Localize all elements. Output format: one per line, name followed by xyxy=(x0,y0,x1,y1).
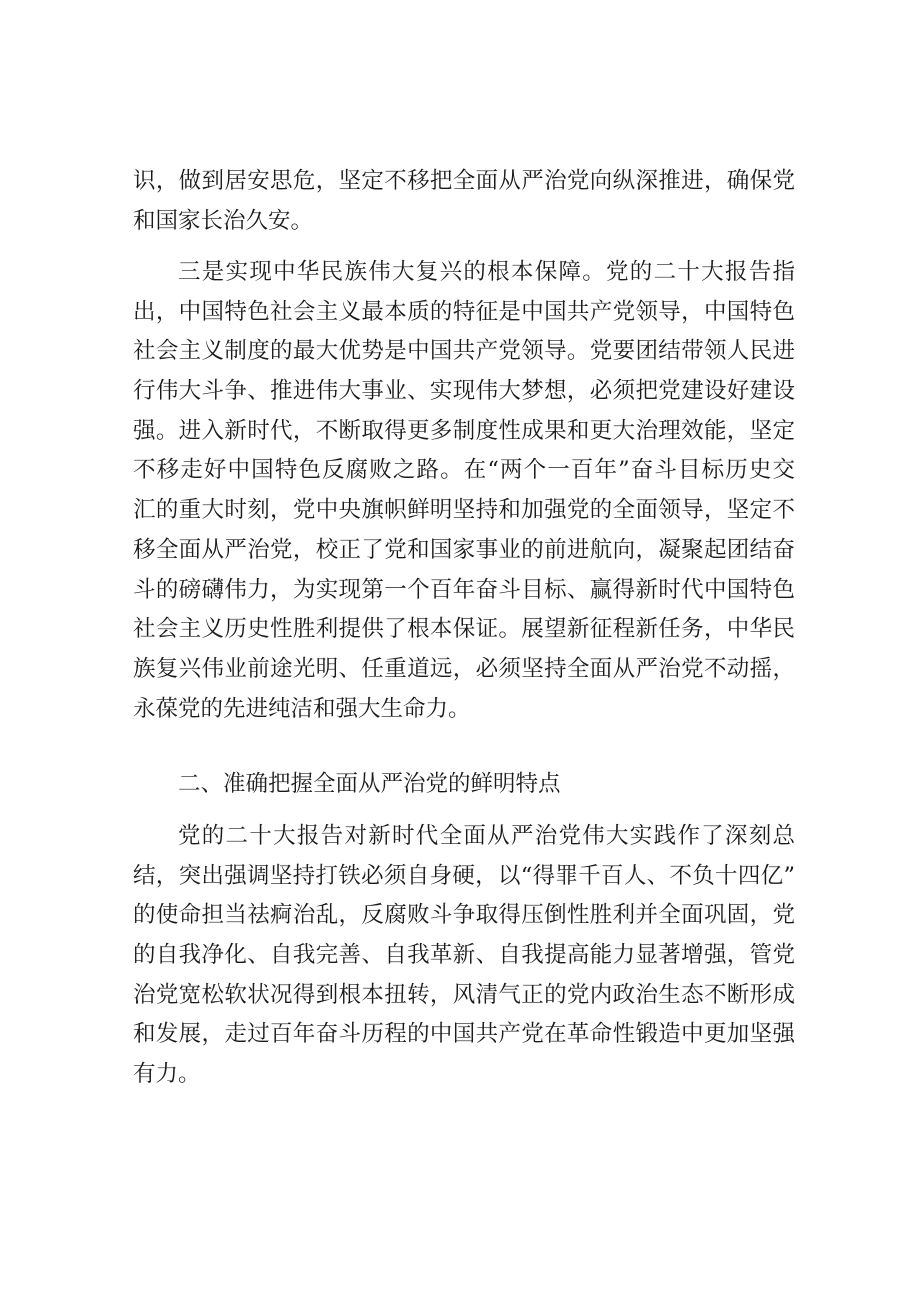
text-line: 汇的重大时刻，党中央旗帜鲜明坚持和加强党的全面领导，坚定不 xyxy=(133,497,795,524)
text-line: 社会主义历史性胜利提供了根本保证。展望新征程新任务，中华民 xyxy=(133,616,795,643)
text-line: 斗的磅礴伟力，为实现第一个百年奋斗目标、赢得新时代中国特色 xyxy=(133,576,795,603)
paragraph-fundamental-guarantee xyxy=(133,253,795,729)
text-line: 和国家长治久安。 xyxy=(133,207,314,234)
paragraph-distinct-features xyxy=(133,817,795,1095)
text-line: 强。进入新时代，不断取得更多制度性成果和更大治理效能，坚定 xyxy=(133,417,795,444)
section-heading xyxy=(133,765,795,805)
text-line: 治党宽松软状况得到根本扭转，风清气正的党内政治生态不断形成 xyxy=(133,981,795,1008)
text-line: 党的二十大报告对新时代全面从严治党伟大实践作了深刻总 xyxy=(178,823,795,849)
text-line: 识，做到居安思危，坚定不移把全面从严治党向纵深推进，确保党 xyxy=(133,168,795,194)
text-line: 行伟大斗争、推进伟大事业、实现伟大梦想，必须把党建设好建设 xyxy=(133,378,795,405)
text-line: 社会主义制度的最大优势是中国共产党领导。党要团结带领人民进 xyxy=(133,338,795,365)
paragraph-continuation xyxy=(133,162,795,241)
text-line: 有力。 xyxy=(133,1061,201,1088)
text-line: 和发展，走过百年奋斗历程的中国共产党在革命性锻造中更加坚强 xyxy=(133,1021,795,1048)
text-line: 族复兴伟业前途光明、任重道远，必须坚持全面从严治党不动摇， xyxy=(133,655,795,682)
text-line: 移全面从严治党，校正了党和国家事业的前进航向，凝聚起团结奋 xyxy=(133,536,795,563)
text-line: 的自我净化、自我完善、自我革新、自我提高能力显著增强，管党 xyxy=(133,942,795,969)
text-line: 出，中国特色社会主义最本质的特征是中国共产党领导，中国特色 xyxy=(133,298,795,325)
text-line: 永葆党的先进纯洁和强大生命力。 xyxy=(133,695,471,722)
text-line: 的使命担当祛痾治乱，反腐败斗争取得压倒性胜利并全面巩固，党 xyxy=(133,902,795,929)
text-line: 结，突出强调坚持打铁必须自身硬，以“得罪千百人、不负十四亿” xyxy=(133,862,795,889)
text-line: 三是实现中华民族伟大复兴的根本保障。党的二十大报告指 xyxy=(178,259,795,285)
text-line: 不移走好中国特色反腐败之路。在“两个一百年”奋斗目标历史交 xyxy=(133,457,795,484)
section-heading-text: 二、准确把握全面从严治党的鲜明特点 xyxy=(178,771,561,797)
